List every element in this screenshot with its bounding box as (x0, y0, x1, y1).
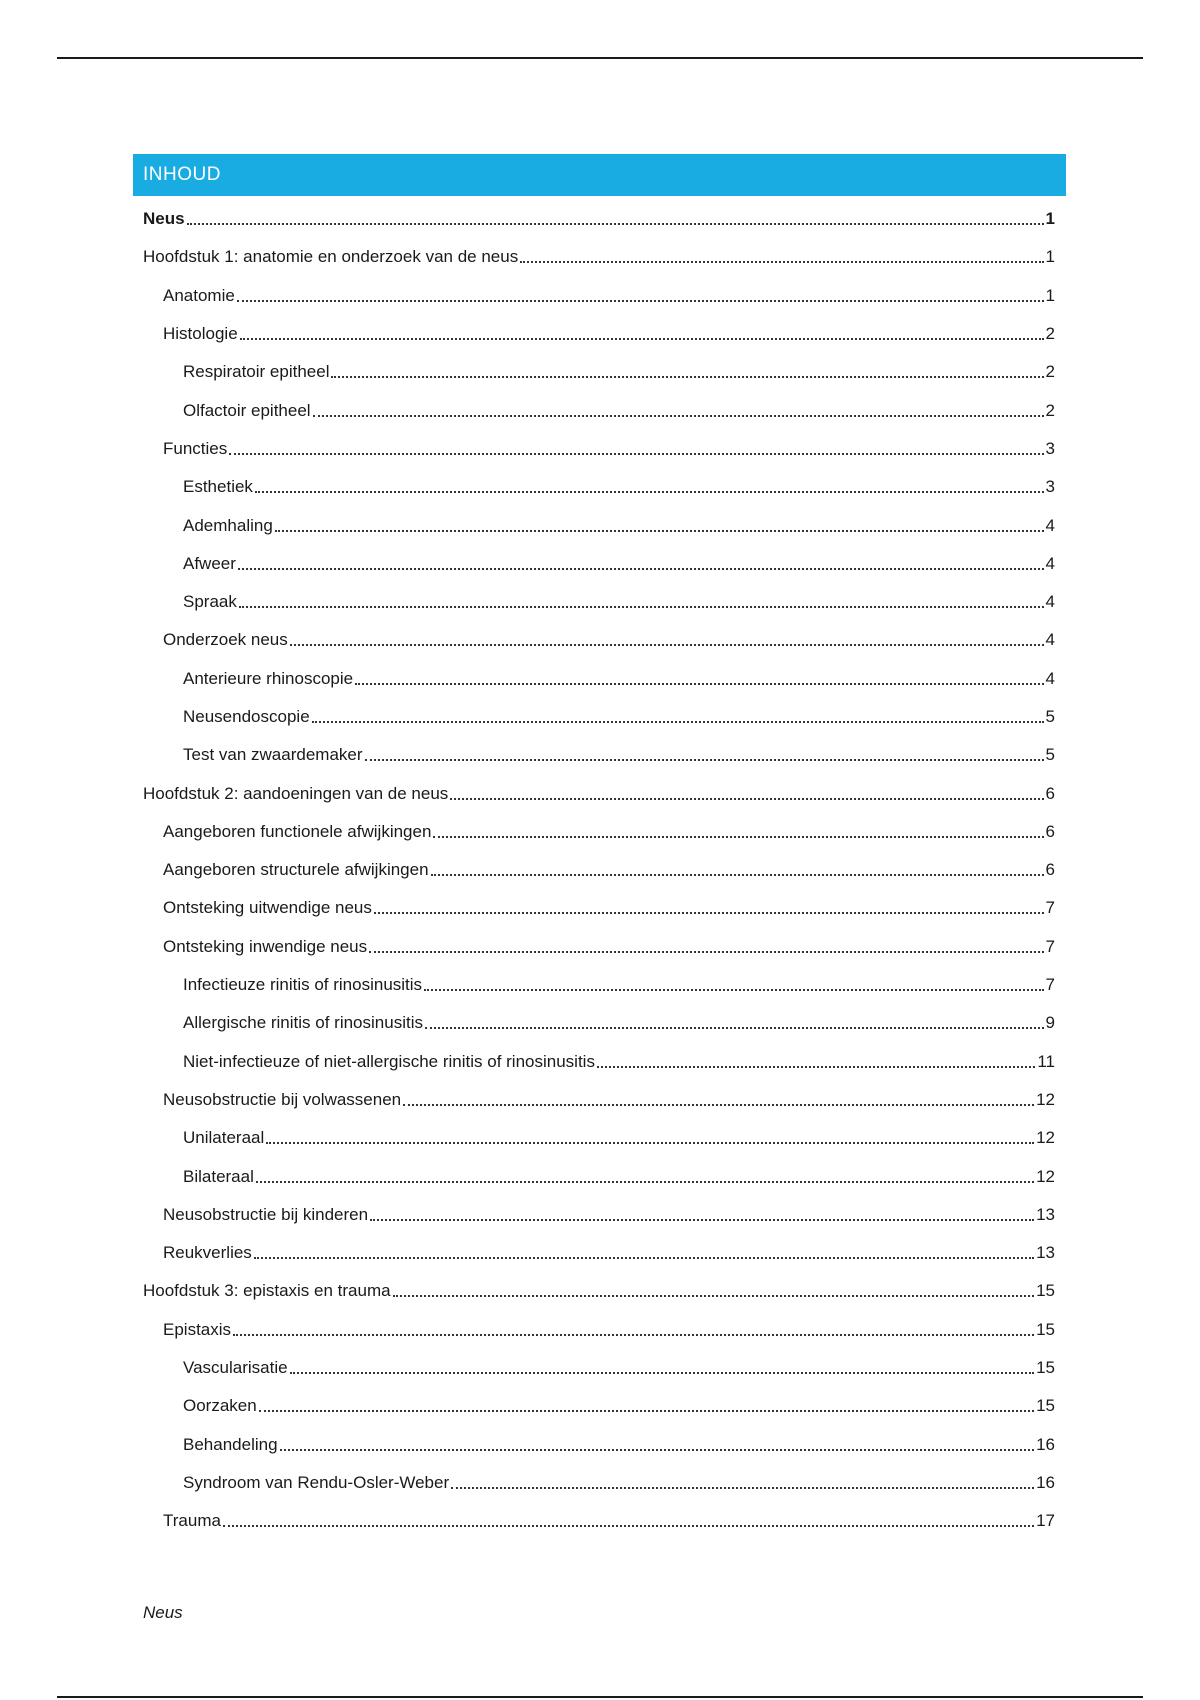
toc-entry-page-number: 12 (1036, 1128, 1055, 1148)
toc-title-bar (133, 154, 1066, 196)
toc-entry-label: Neusobstructie bij kinderen (163, 1204, 369, 1224)
toc-entry-page-number: 2 (1045, 400, 1055, 420)
toc-dot-leader (312, 721, 1044, 723)
toc-entry[interactable] (143, 1502, 1055, 1540)
toc-dot-leader (256, 1181, 1034, 1183)
toc-dot-leader (255, 491, 1044, 493)
toc-entry-label: Trauma (163, 1511, 221, 1531)
running-footer-title: Neus (143, 1603, 183, 1622)
toc-entry-page-number: 4 (1045, 553, 1055, 573)
toc-entry[interactable] (143, 1272, 1055, 1310)
toc-dot-leader (233, 1334, 1034, 1336)
toc-entry[interactable] (143, 736, 1055, 774)
toc-dot-leader (393, 1295, 1035, 1297)
toc-entry-label: Neus (143, 209, 185, 229)
toc-entry-page-number: 6 (1045, 821, 1055, 841)
toc-entry-label: Reukverlies (163, 1243, 252, 1263)
toc-entry-page-number: 4 (1045, 515, 1055, 535)
toc-entry[interactable] (143, 506, 1055, 544)
toc-entry-label: Neusobstructie bij volwassenen (163, 1089, 402, 1109)
toc-dot-leader (450, 798, 1043, 800)
toc-entry-label: Epistaxis (163, 1319, 232, 1339)
toc-dot-leader (266, 1142, 1034, 1144)
toc-entry-label: Aangeboren functionele afwijkingen (163, 821, 432, 841)
toc-entry-page-number: 3 (1045, 477, 1055, 497)
toc-entry[interactable] (143, 277, 1055, 315)
toc-entry[interactable] (143, 583, 1055, 621)
toc-entry-page-number: 4 (1045, 668, 1055, 688)
toc-entry-page-number: 15 (1036, 1319, 1055, 1339)
toc-entry[interactable] (143, 621, 1055, 659)
toc-dot-leader (424, 989, 1043, 991)
toc-entry-label: Bilateraal (183, 1166, 254, 1186)
toc-entry-page-number: 2 (1045, 362, 1055, 382)
table-of-contents (143, 200, 1055, 1540)
toc-dot-leader (259, 1410, 1034, 1412)
toc-entry-label: Allergische rinitis of rinosinusitis (183, 1013, 423, 1033)
toc-entry-label: Anatomie (163, 285, 235, 305)
toc-dot-leader (187, 223, 1044, 225)
toc-dot-leader (425, 1027, 1044, 1029)
toc-entry-page-number: 15 (1036, 1358, 1055, 1378)
toc-entry-label: Hoofdstuk 3: epistaxis en trauma (143, 1281, 391, 1301)
toc-entry[interactable] (143, 1311, 1055, 1349)
toc-entry-page-number: 1 (1045, 285, 1055, 305)
toc-dot-leader (290, 644, 1044, 646)
toc-entry[interactable] (143, 1157, 1055, 1195)
toc-entry-label: Oorzaken (183, 1396, 257, 1416)
toc-entry-page-number: 13 (1036, 1243, 1055, 1263)
toc-entry-page-number: 4 (1045, 630, 1055, 650)
toc-entry[interactable] (143, 353, 1055, 391)
toc-dot-leader (290, 1372, 1035, 1374)
toc-dot-leader (431, 874, 1044, 876)
toc-entry[interactable] (143, 966, 1055, 1004)
toc-dot-leader (240, 338, 1044, 340)
toc-entry[interactable] (143, 928, 1055, 966)
toc-entry-page-number: 7 (1045, 898, 1055, 918)
toc-entry-page-number: 12 (1036, 1089, 1055, 1109)
toc-dot-leader (280, 1449, 1035, 1451)
toc-entry-page-number: 16 (1036, 1472, 1055, 1492)
toc-entry[interactable] (143, 545, 1055, 583)
toc-entry[interactable] (143, 430, 1055, 468)
toc-entry[interactable] (143, 660, 1055, 698)
toc-dot-leader (597, 1066, 1035, 1068)
toc-entry[interactable] (143, 315, 1055, 353)
toc-dot-leader (223, 1525, 1034, 1527)
toc-dot-leader (451, 1487, 1034, 1489)
toc-entry-label: Infectieuze rinitis of rinosinusitis (183, 975, 423, 995)
toc-dot-leader (331, 376, 1043, 378)
toc-entry-label: Hoofdstuk 2: aandoeningen van de neus (143, 783, 449, 803)
toc-entry-page-number: 9 (1045, 1013, 1055, 1033)
toc-entry-label: Onderzoek neus (163, 630, 288, 650)
toc-entry[interactable] (143, 698, 1055, 736)
toc-entry-page-number: 2 (1045, 324, 1055, 344)
toc-entry-page-number: 5 (1045, 745, 1055, 765)
toc-entry-page-number: 13 (1036, 1204, 1055, 1224)
toc-entry-label: Vascularisatie (183, 1358, 288, 1378)
toc-entry-label: Olfactoir epitheel (183, 400, 311, 420)
toc-entry[interactable] (143, 238, 1055, 276)
toc-dot-leader (313, 415, 1044, 417)
toc-entry-label: Syndroom van Rendu-Osler-Weber (183, 1472, 450, 1492)
toc-entry-page-number: 17 (1036, 1511, 1055, 1531)
toc-dot-leader (239, 606, 1044, 608)
toc-entry[interactable] (143, 1196, 1055, 1234)
toc-entry-label: Esthetiek (183, 477, 253, 497)
toc-dot-leader (520, 261, 1043, 263)
toc-entry-page-number: 7 (1045, 936, 1055, 956)
toc-entry-page-number: 6 (1045, 783, 1055, 803)
toc-entry-label: Ontsteking inwendige neus (163, 936, 368, 956)
toc-entry[interactable] (143, 1387, 1055, 1425)
toc-entry[interactable] (143, 1464, 1055, 1502)
toc-entry-page-number: 15 (1036, 1396, 1055, 1416)
page-bottom-rule (57, 1696, 1143, 1698)
toc-entry[interactable] (143, 774, 1055, 812)
toc-entry-label: Afweer (183, 553, 236, 573)
page-top-rule (57, 57, 1143, 59)
toc-entry-page-number: 5 (1045, 707, 1055, 726)
toc-dot-leader (403, 1104, 1034, 1106)
toc-entry-page-number: 6 (1045, 860, 1055, 880)
toc-entry[interactable] (143, 1081, 1055, 1119)
toc-entry-label: Functies (163, 438, 228, 458)
toc-entry[interactable] (143, 1043, 1055, 1081)
toc-entry-page-number: 1 (1045, 209, 1055, 229)
toc-entry-page-number: 7 (1045, 975, 1055, 995)
toc-title: INHOUD (143, 164, 221, 185)
toc-entry-label: Hoofdstuk 1: anatomie en onderzoek van de neus (143, 247, 519, 267)
toc-entry-label: Respiratoir epitheel (183, 362, 330, 382)
toc-dot-leader (229, 453, 1043, 455)
toc-entry-page-number: 3 (1045, 438, 1055, 458)
toc-entry-label: Histologie (163, 324, 238, 344)
toc-entry-label: Neusendoscopie (183, 707, 310, 726)
toc-entry-label: Spraak (183, 592, 237, 612)
toc-entry[interactable] (143, 851, 1055, 889)
toc-entry-label: Niet-infectieuze of niet-allergische rinitis of rinosinusitis (183, 1051, 595, 1071)
toc-dot-leader (370, 1219, 1034, 1221)
toc-dot-leader (374, 912, 1044, 914)
toc-entry-label: Unilateraal (183, 1128, 265, 1148)
toc-entry-page-number: 1 (1045, 247, 1055, 267)
toc-dot-leader (275, 530, 1044, 532)
toc-entry[interactable] (143, 200, 1055, 238)
toc-entry[interactable] (143, 468, 1055, 506)
toc-dot-leader (369, 951, 1043, 953)
toc-entry-page-number: 12 (1036, 1166, 1055, 1186)
toc-entry-label: Test van zwaardemaker (183, 745, 363, 765)
toc-entry[interactable] (143, 391, 1055, 429)
toc-entry[interactable] (143, 813, 1055, 851)
toc-entry-label: Behandeling (183, 1434, 278, 1454)
toc-entry-label: Anterieure rhinoscopie (183, 668, 354, 688)
toc-entry[interactable] (143, 889, 1055, 927)
toc-entry-page-number: 15 (1036, 1281, 1055, 1301)
toc-dot-leader (365, 759, 1044, 761)
toc-dot-leader (254, 1257, 1034, 1259)
toc-dot-leader (238, 568, 1044, 570)
toc-entry-label: Ontsteking uitwendige neus (163, 898, 372, 918)
toc-entry[interactable] (143, 1426, 1055, 1464)
toc-entry[interactable] (143, 1349, 1055, 1387)
toc-entry-page-number: 16 (1036, 1434, 1055, 1454)
toc-entry-page-number: 4 (1045, 592, 1055, 612)
toc-entry-page-number: 11 (1037, 1051, 1055, 1071)
toc-dot-leader (355, 683, 1043, 685)
toc-entry[interactable] (143, 1234, 1055, 1272)
toc-entry-label: Aangeboren structurele afwijkingen (163, 860, 429, 880)
toc-dot-leader (433, 836, 1043, 838)
toc-dot-leader (237, 300, 1044, 302)
toc-entry[interactable] (143, 1004, 1055, 1042)
toc-entry-label: Ademhaling (183, 515, 273, 535)
toc-entry[interactable] (143, 1119, 1055, 1157)
